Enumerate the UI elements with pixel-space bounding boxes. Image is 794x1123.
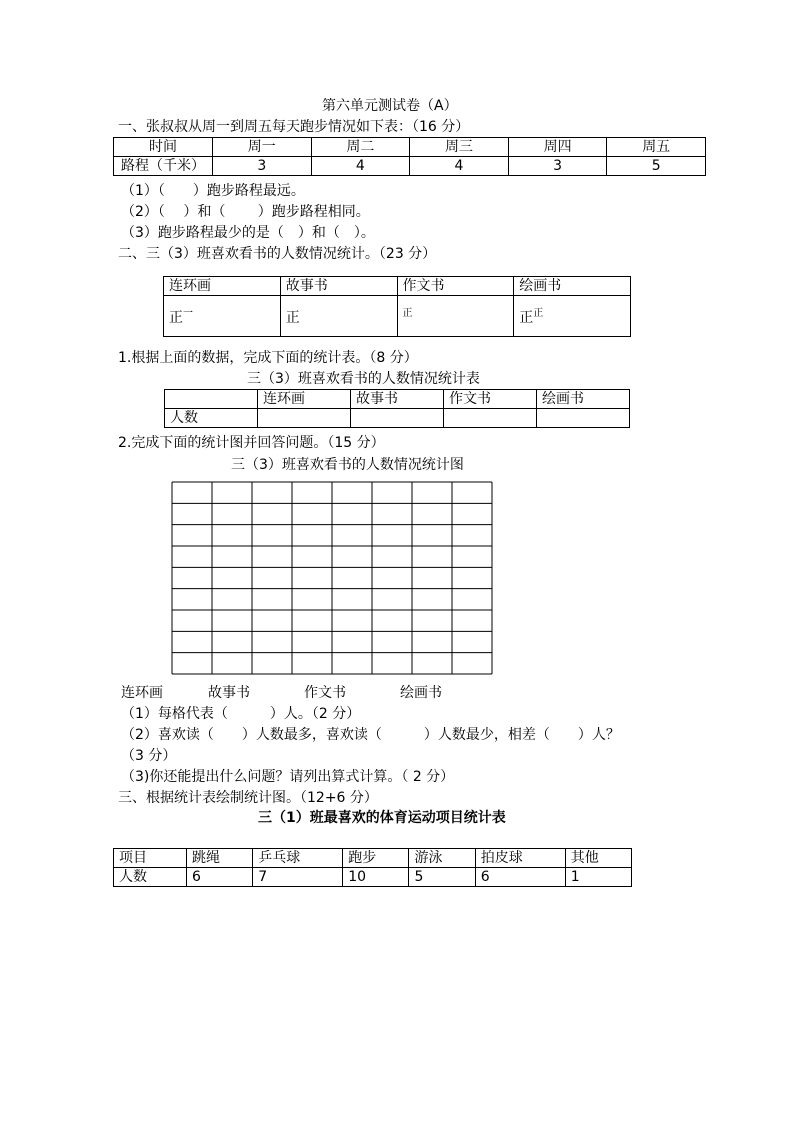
table-cell: 连环画	[164, 277, 281, 296]
table-cell: 人数	[165, 409, 258, 428]
table-cell: 绘画书	[514, 277, 631, 296]
chart-category-label: 故事书	[208, 685, 250, 701]
sports-table	[113, 848, 632, 887]
table-cell: 其他	[565, 849, 631, 868]
answer-cell[interactable]	[444, 409, 537, 428]
q2-item-1: （1）每格代表（ ）人。（2 分）	[121, 706, 361, 722]
answer-cell[interactable]	[537, 409, 630, 428]
tally-cell	[514, 296, 631, 337]
q3-heading: 三、根据统计表绘制统计图。（12+6 分）	[118, 790, 378, 806]
tally-mark-partial: 正	[402, 308, 413, 319]
chart-title: 三（3）班喜欢看书的人数情况统计图	[231, 457, 464, 473]
table-cell: 7	[253, 868, 343, 887]
table-cell: 周五	[607, 138, 706, 157]
table-cell: 游泳	[409, 849, 475, 868]
table-cell: 周三	[410, 138, 509, 157]
table-cell: 周二	[311, 138, 410, 157]
table-cell: 连环画	[258, 390, 351, 409]
chart-category-label: 作文书	[304, 685, 346, 701]
table-row	[164, 277, 631, 296]
running-table	[113, 137, 706, 176]
table-row	[114, 849, 632, 868]
count-table	[164, 389, 630, 428]
table-cell: 绘画书	[537, 390, 630, 409]
q2-heading: 二、三（3）班喜欢看书的人数情况统计。（23 分）	[118, 246, 437, 262]
table-cell: 拍皮球	[475, 849, 565, 868]
table-cell: 项目	[114, 849, 187, 868]
table-row	[114, 138, 706, 157]
q2-item-3: （3)你还能提出什么问题？请列出算式计算。（ 2 分）	[121, 769, 455, 785]
blank-chart-grid[interactable]	[171, 481, 493, 676]
tally-mark: 正	[519, 310, 534, 326]
table-cell: 5	[607, 157, 706, 176]
table-cell: 故事书	[351, 390, 444, 409]
table-cell: 跳绳	[187, 849, 253, 868]
q1-heading: 一、张叔叔从周一到周五每天跑步情况如下表：（16 分）	[118, 119, 470, 135]
tally-mark: 正	[285, 310, 300, 326]
q2-sub1: 1.根据上面的数据，完成下面的统计表。（8 分）	[118, 350, 418, 366]
table-cell: 10	[343, 868, 409, 887]
page-title: 第六单元测试卷（A）	[322, 98, 458, 114]
tally-mark-partial: 正	[533, 308, 544, 319]
tally-mark: 正	[169, 310, 183, 326]
answer-cell[interactable]	[351, 409, 444, 428]
table-cell: 周一	[213, 138, 312, 157]
chart-category-label: 绘画书	[400, 685, 442, 701]
table-cell: 3	[213, 157, 312, 176]
table-cell: 4	[410, 157, 509, 176]
tally-cell	[397, 296, 514, 337]
q3-table-title: 三（1）班最喜欢的体育运动项目统计表	[258, 810, 506, 826]
table-cell: 作文书	[444, 390, 537, 409]
table-cell: 路程（千米）	[114, 157, 213, 176]
tally-table	[163, 276, 631, 337]
table-row	[114, 157, 706, 176]
table-cell: 5	[409, 868, 475, 887]
table-cell: 4	[311, 157, 410, 176]
q1-item-2: （2）（ ）和（ ）跑步路程相同。	[121, 204, 370, 220]
table-cell: 1	[565, 868, 631, 887]
q1-item-3: （3）跑步路程最少的是（ ）和（ ）。	[121, 225, 375, 241]
tally-mark-partial: 一	[183, 308, 193, 319]
table-cell: 跑步	[343, 849, 409, 868]
table-row	[165, 409, 630, 428]
tally-cell	[280, 296, 397, 337]
table-cell: 3	[508, 157, 607, 176]
chart-category-label: 连环画	[121, 685, 163, 701]
table-cell: 时间	[114, 138, 213, 157]
table-row	[114, 868, 632, 887]
q2-sub2: 2.完成下面的统计图并回答问题。（15 分）	[118, 435, 385, 451]
tally-cell	[164, 296, 281, 337]
count-table-title: 三（3）班喜欢看书的人数情况统计表	[247, 371, 480, 387]
table-cell: 周四	[508, 138, 607, 157]
table-cell: 故事书	[280, 277, 397, 296]
table-cell	[165, 390, 258, 409]
table-cell: 人数	[114, 868, 187, 887]
answer-cell[interactable]	[258, 409, 351, 428]
table-cell: 6	[475, 868, 565, 887]
table-cell: 6	[187, 868, 253, 887]
q2-item-2-points: （3 分）	[121, 748, 177, 764]
q1-item-1: （1）（ ）跑步路程最远。	[121, 183, 305, 199]
table-cell: 乒乓球	[253, 849, 343, 868]
table-row	[164, 296, 631, 337]
q2-item-2: （2）喜欢读（ ）人数最多，喜欢读（ ）人数最少，相差（ ）人？	[121, 727, 620, 743]
table-cell: 作文书	[397, 277, 514, 296]
table-row	[165, 390, 630, 409]
